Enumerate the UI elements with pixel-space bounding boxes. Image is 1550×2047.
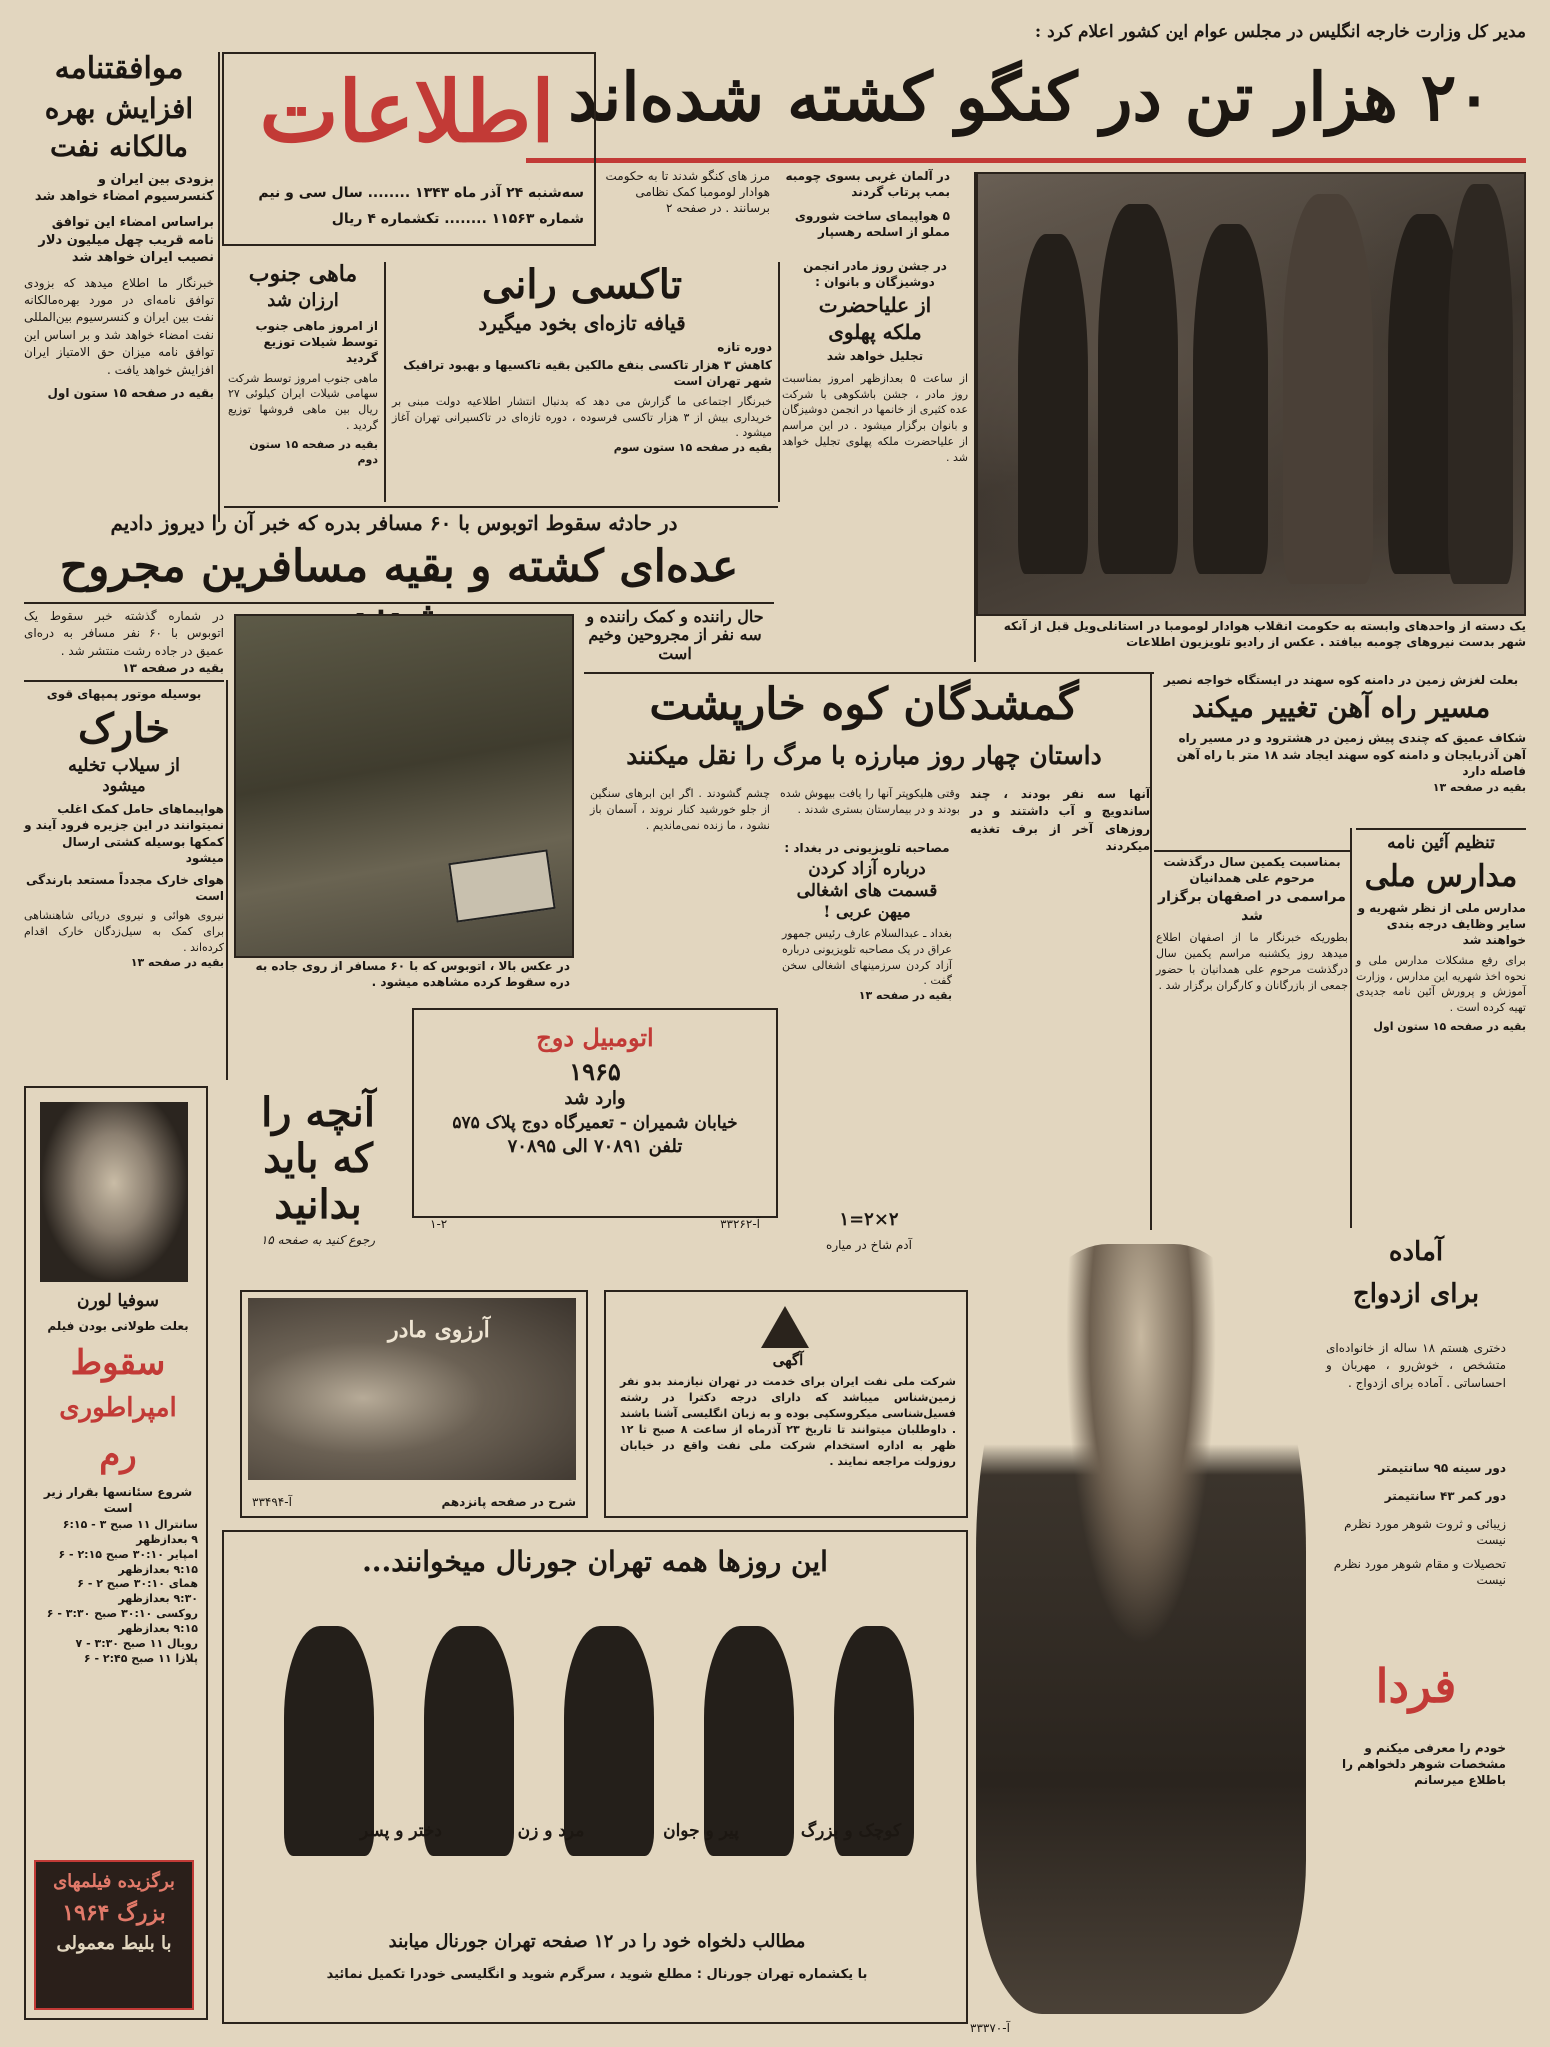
dodge-code-left: ۱-۲ <box>430 1217 448 1231</box>
wyn-line1: آنچه را <box>261 1089 375 1136</box>
soldier-figure <box>1098 204 1178 574</box>
memorial-kicker: بمناسبت یکمین سال درگذشت مرحوم علی همدانیان <box>1163 855 1341 886</box>
fish-cont: بقیه در صفحه ۱۵ ستون دوم <box>249 438 378 467</box>
masthead <box>222 52 596 246</box>
bus-left-cont: بقیه در صفحه ۱۳ <box>122 661 224 675</box>
rule-fish <box>384 262 386 502</box>
memorial-head: مراسمی در اصفهان برگزار شد <box>1158 889 1346 925</box>
rule-photo-left <box>974 172 976 662</box>
rule-bus-top <box>224 506 778 508</box>
kharposht-head: گمشدگان کوه خارپشت <box>649 679 1079 730</box>
journal-ad <box>222 1530 968 2024</box>
oil-sub: بزودی بین ایران و کنسرسیوم امضاء خواهد شد <box>34 171 214 205</box>
marriage-ad <box>966 1230 1526 2030</box>
photo-caption: یک دسته از واحدهای وابسته به حکومت انقلاب هوادار لومومبا در استانلی‌ویل قبل از آنکه شهر بدست نیروهای چومبه بیافتد . عکس از رادیو تلویزیون اطلاعات <box>1003 619 1526 650</box>
journal-footer1: مطالب دلخواه خود را در ۱۲ صفحه تهران جورنال میابند <box>388 1931 806 1952</box>
dodge-code-right: آ-۳۳۲۶۲ <box>720 1217 760 1231</box>
taxi-cont: بقیه در صفحه ۱۵ ستون سوم <box>613 441 772 455</box>
rule-kharg-top <box>24 680 224 682</box>
memorial-story <box>1156 854 1348 1224</box>
tv-head1: درباره آزاد کردن <box>808 859 926 880</box>
rule-taxi <box>778 262 780 502</box>
bus-left-text: در شماره گذشته خبر سقوط یک اتوبوس با ۶۰ نفر مسافر به دره‌ای عمیق در جاده رشت منتشر شد . <box>24 609 224 658</box>
fish-bullet: از امروز ماهی جنوب توسط شیلات توزیع گردید <box>255 318 378 366</box>
queen-body: از ساعت ۵ بعدازظهر امروز بمناسبت روز مادر ، جشن باشکوهی با شرکت عده کثیری از خانمها در انجمن دوشیزگان و بانوان برگزار میشود . در این مراسم از علیاحضرت ملکه پهلوی تجلیل خواهد شد . <box>782 371 969 465</box>
schedule-line: سانترال ۱۱ صبح ۳ - ۶:۱۵ <box>62 1518 198 1531</box>
kharg-body: نیروی هوائی و نیروی دریائی شاهنشاهی برای کمک به سیل‌زدگان خارک اقدام کرده‌اند . <box>24 909 224 955</box>
schedule-line: همای ۳۰:۱۰ صبح ۲ - ۶ <box>77 1577 198 1591</box>
badge-line3: با بلیط معمولی <box>56 1932 172 1954</box>
badge-line2: بزرگ ۱۹۶۴ <box>62 1899 166 1926</box>
kharg-sub2: میشود <box>102 775 146 795</box>
taxi-story <box>392 262 772 502</box>
sophia-title3: رم <box>99 1435 137 1475</box>
soldier-figure <box>1448 184 1513 584</box>
marriage-spec4: تحصیلات و مقام شوهر مورد نظرم نیست <box>1333 1557 1506 1588</box>
tv-head3: میهن عربی ! <box>823 902 911 922</box>
marriage-spec1: دور سینه ۹۵ سانتیمتر <box>1378 1461 1506 1475</box>
schools-cont: بقیه در صفحه ۱۵ ستون اول <box>1373 1020 1526 1034</box>
sophia-ad <box>24 1086 208 2020</box>
oil-body: خبرنگار ما اطلاع میدهد که بزودی توافق نامه‌ای در مورد بهره‌مالکانه نفت بین ایران و کنسرسیوم بین‌المللی نفت امضاء خواهد شد و بر اساس این توافق نامه میزان حق الامتیاز ایران افزایش خواهد یافت . <box>24 275 214 377</box>
kharposht-col3: آنها سه نفر بودند ، چند ساندویچ و آب داشتند و در روزهای آخر از برف تغذیه میکردند <box>970 787 1150 854</box>
congo-bullets <box>600 168 950 258</box>
dodge-year: ۱۹۶۵ <box>569 1056 621 1086</box>
rule-kharposht-top <box>584 672 1154 674</box>
railway-cont: بقیه در صفحه ۱۳ <box>1432 780 1526 794</box>
masthead-date: سه‌شنبه ۲۴ آذر ماه ۱۳۴۳ ........ سال سی و نیم <box>258 185 584 201</box>
bus-kicker: در حادثه سقوط اتوبوس با ۶۰ مسافر بدره که خبر آن را دیروز دادیم <box>110 511 678 535</box>
taxi-body: خبرنگار اجتماعی ما گزارش می دهد که بدنبال انتشار اطلاعیه دولت مبنی بر خریداری بیش از ۳ هزار تاکسی فرسوده ، دوره تازه‌ای در تاکسیرانی تهران آغاز میشود . <box>392 394 772 440</box>
tv-body: بغداد ـ عبدالسلام عارف رئیس جمهور عراق در یک مصاحبه تلویزیونی درباره آزاد کردن سرزمینهای اشغالی سخن گفت . <box>782 926 952 988</box>
rule-schools <box>1350 828 1352 1228</box>
wyn-line2: که باید <box>263 1135 373 1182</box>
bus-photo <box>234 614 574 958</box>
memorial-body: بطوریکه خبرنگار ما از اصفهان اطلاع میدهد روز یکشنبه مراسم یکمین سال درگذشت مرحوم علی همدانیان با حضور جمعی از بازرگانان و کارگران برگزار شد . <box>1156 931 1348 992</box>
tv-kicker: مصاحبه تلویزیونی در بغداد : <box>784 841 950 855</box>
marriage-spec2: دور کمر ۴۳ سانتیمتر <box>1384 1489 1506 1503</box>
oil-head3: مالکانه نفت <box>49 129 189 163</box>
headline-underline <box>526 158 1526 163</box>
tv-cont: بقیه در صفحه ۱۳ <box>858 989 952 1003</box>
congo-bullet-2: ۵ هواپیمای ساخت شوروی مملو از اسلحه رهسپار <box>794 209 950 240</box>
masthead-issue: شماره ۱۱۵۶۳ ........ تکشماره ۴ ریال <box>331 211 584 227</box>
schools-kicker: تنظیم آئین نامه <box>1387 833 1495 853</box>
taxi-bullet-1: دوره تازه <box>717 340 772 354</box>
rule-left-col <box>218 52 220 522</box>
schedule-line: رویال ۱۱ صبح ۳:۳۰ - ۷ <box>75 1636 198 1650</box>
cartoon <box>784 1210 954 1270</box>
oil-head2: افزایش بهره <box>44 91 194 125</box>
oil-cont: بقیه در صفحه ۱۵ ستون اول <box>47 385 214 400</box>
queen-head0: در جشن روز مادر انجمن دوشیزگان و بانوان : <box>803 259 947 290</box>
journal-label-1: کوچک و بزرگ <box>800 1821 902 1841</box>
soldier-figure <box>1283 194 1373 584</box>
oil-story <box>24 52 214 522</box>
queen-head2: ملکه پهلوی <box>828 320 922 345</box>
wyn-ref: رجوع کنید به صفحه ۱۵ <box>260 1233 376 1247</box>
film-caption: شرح در صفحه پانزدهم <box>441 1494 576 1509</box>
kharposht-col1: چشم گشودند . اگر این ابرهای سنگین از جلو خورشید کنار نروند ، آسمان باز نشود ، ما زنده نمی‌ماندیم . <box>590 787 770 832</box>
queen-story <box>782 258 968 668</box>
rule-memorial-top <box>1154 850 1350 852</box>
marriage-body: دختری هستم ۱۸ ساله از خانواده‌ای متشخص ، خوش‌رو ، مهربان و احساساتی . آماده برای ازدواج . <box>1326 1341 1506 1390</box>
fish-body: ماهی جنوب امروز توسط شرکت سهامی شیلات ایران کیلوئی ۲۷ ریال بین ماهی فروشها توزیع گردید . <box>228 371 378 433</box>
sophia-title1: سقوط <box>70 1343 166 1383</box>
congo-photo <box>976 172 1526 616</box>
congo-bullet-3: مرز های کنگو شدند تا به حکومت هوادار لومومبا کمک نظامی برسانند . در صفحه ۲ <box>605 169 770 216</box>
schedule-line: امپایر ۳۰:۱۰ صبح ۲:۱۵ - ۶ <box>58 1547 198 1561</box>
film-code: آ-۳۳۴۹۴ <box>252 1494 292 1509</box>
woman-figure <box>976 1244 1306 2014</box>
tv-interview <box>782 840 952 1220</box>
oil-ad <box>604 1290 968 1518</box>
kharposht-col2: وقتی هلیکوپتر آنها را یافت بیهوش شده بودند و در بیمارستان بستری شدند . <box>780 787 960 816</box>
schedule-line: پلازا ۱۱ صبح ۲:۴۵ - ۶ <box>83 1651 198 1665</box>
queen-head1: از علیاحضرت <box>818 293 932 318</box>
sophia-note: بعلت طولانی بودن فیلم <box>47 1319 189 1333</box>
journal-label-2: پیر و جوان <box>663 1821 739 1841</box>
bus-headline: عده‌ای کشته و بقیه مسافرین مجروح <box>59 541 739 592</box>
schedule-line: ۹ بعدازظهر <box>136 1532 198 1546</box>
schools-body: برای رفع مشکلات مدارس ملی و نحوه اخذ شهریه این مدارس ، وزارت آموزش و پرورش آئین نامه جدیدی تهیه کرده است . <box>1356 953 1526 1015</box>
bus-photo-caption: در عکس بالا ، اتوبوس که با ۶۰ مسافر از روی جاده به دره سقوط کرده مشاهده میشود . <box>255 959 570 990</box>
oil-bullet: براساس امضاء این توافق نامه قریب چهل میلیون دلار نصیب ایران خواهد شد <box>38 214 214 266</box>
fish-story <box>228 262 378 502</box>
bus-shape <box>448 849 555 922</box>
railway-story <box>1156 672 1526 822</box>
queen-head3: تجلیل خواهد شد <box>826 349 924 364</box>
sophia-schedule-intro: شروع سئانسها بقرار زیر است <box>43 1485 193 1516</box>
soldier-figure <box>1193 224 1268 574</box>
journal-headline: این روزها همه تهران جورنال میخوانند... <box>362 1545 828 1578</box>
cartoon-eq: ۲×۲=۱ <box>839 1209 899 1230</box>
bus-right-text: حال راننده و کمک راننده و سه نفر از مجروحین وخیم است <box>586 607 764 663</box>
journal-label-4: دختر و پسر <box>360 1821 442 1841</box>
top-strip: مدیر کل وزارت خارجه انگلیس در مجلس عوام این کشور اعلام کرد : <box>1034 22 1526 42</box>
sophia-title2: امپراطوری <box>59 1393 177 1423</box>
fish-head2: ارزان شد <box>267 290 339 312</box>
soldier-figure <box>1018 234 1088 574</box>
schedule-line: ۹:۱۵ بعدازظهر <box>118 1562 198 1576</box>
journal-code: آ-۳۳۳۷۰ <box>970 2021 1010 2035</box>
rule-kharg <box>226 680 228 1080</box>
dodge-ad <box>412 1008 778 1218</box>
marriage-title2: برای ازدواج <box>1352 1279 1480 1309</box>
schedule-line: ۹:۱۵ بعدازظهر <box>118 1621 198 1635</box>
rule-schools-top <box>1356 828 1526 830</box>
sophia-schedule <box>38 1518 198 1666</box>
schedule-line: روکسی ۳۰:۱۰ صبح ۳:۳۰ - ۶ <box>46 1607 198 1621</box>
kharg-head: خارک <box>77 705 171 753</box>
tv-head2: قسمت های اشغالی <box>796 880 938 901</box>
schools-story <box>1356 834 1526 1204</box>
sophia-portrait <box>40 1102 188 1282</box>
taxi-bullet-2: کاهش ۳ هزار تاکسی بنفع مالکین بقیه تاکسیها و بهبود ترافیک شهر تهران است <box>403 358 772 389</box>
congo-bullet-1: در آلمان غربی بسوی چومبه بمب پرتاب گردند <box>785 169 950 200</box>
film-title: آرزوی مادر <box>388 1317 490 1343</box>
kharg-kicker: بوسیله موتور پمپهای قوی <box>46 687 202 701</box>
kharposht-sub: داستان چهار روز مبارزه با مرگ را نقل میکنند <box>626 741 1102 770</box>
taxi-sub: قیافه تازه‌ای بخود میگیرد <box>478 311 686 335</box>
kharg-story <box>24 686 224 1076</box>
journal-label-3: مرد و زن <box>517 1821 585 1841</box>
railway-head: مسیر راه آهن تغییر میکند <box>1191 691 1491 725</box>
taxi-head: تاکسی رانی <box>481 261 683 308</box>
oil-ad-label: آگهی <box>772 1351 804 1369</box>
sophia-badge <box>34 1860 194 2010</box>
fish-head1: ماهی جنوب <box>248 261 358 287</box>
cartoon-caption: آدم شاخ در میاره <box>826 1237 912 1252</box>
badge-line1: برگزیده فیلمهای <box>53 1871 175 1892</box>
railway-bullet: شکاف عمیق که چندی پیش زمین در هشترود و در مسیر راه آهن آذربایجان و دامنه کوه سهند ایجاد شد ۱۸ متر با راه آهن فاصله دارد <box>1176 731 1526 778</box>
rule-railway <box>1150 672 1152 1230</box>
journal-footer2: با یکشماره تهران جورنال : مطلع شوید ، سرگرم شوید و انگلیسی خودرا تکمیل نمائید <box>326 1967 868 1982</box>
dodge-line3: تلفن ۷۰۸۹۱ الی ۷۰۸۹۵ <box>507 1136 683 1158</box>
railway-kicker: بعلت لغزش زمین در دامنه کوه سهند در ایستگاه خواجه نصیر <box>1163 673 1519 687</box>
kharg-bullet-2: هوای خارک مجدداً مستعد بارندگی است <box>25 873 224 904</box>
film-ad <box>240 1290 588 1518</box>
dodge-line2: خیابان شمیران - تعمیرگاه دوج پلاک ۵۷۵ <box>452 1112 738 1133</box>
masthead-title: اطلاعات <box>259 62 555 161</box>
schools-sub: مدارس ملی از نظر شهریه و سایر وظایف درجه بندی خواهند شد <box>1357 901 1526 948</box>
oil-ad-body: شرکت ملی نفت ایران برای خدمت در تهران نیازمند بدو نفر زمین‌شناس میباشد که دارای درجه دکترا در رشته فسیل‌شناسی میکروسکپی بوده و به زبان انگلیسی آشنا باشند . داوطلبان میتوانند تا تاریخ ۲۳ آذرماه از ساعت ۸ صبح تا ۱۲ ظهر به اداره استخدام شرکت ملی نفت واقع در خیابان روزولت مراجعه نمایند . <box>620 1375 956 1468</box>
schools-head: مدارس ملی <box>1364 858 1518 894</box>
dodge-line1: وارد شد <box>564 1088 626 1110</box>
kharg-sub1: از سیلاب تخلیه <box>67 755 181 777</box>
nioc-logo-icon <box>761 1306 809 1348</box>
marriage-spec3: زیبائی و ثروت شوهر مورد نظرم نیست <box>1344 1517 1506 1548</box>
kharg-bullet-1: هواپیماهای حامل کمک اغلب نمیتوانند در این جزیره فرود آیند و کمکها بوسیله کشتی ارسال میشود <box>24 802 224 865</box>
what-you-need <box>228 1090 408 1270</box>
schedule-line: ۹:۳۰ بعدازظهر <box>118 1592 198 1606</box>
marriage-footer: خودم را معرفی میکنم و مشخصات شوهر دلخواهم را باطلاع میرسانم <box>1341 1741 1506 1788</box>
main-headline: ۲۰ هزار تن در کنگو کشته شده‌اند <box>568 58 1492 136</box>
sophia-name: سوفیا لورن <box>76 1291 160 1311</box>
oil-head1: موافقتنامه <box>54 51 184 86</box>
kharg-cont: بقیه در صفحه ۱۳ <box>130 956 224 970</box>
marriage-title1: آماده <box>1388 1237 1444 1267</box>
film-poster <box>248 1298 576 1480</box>
wyn-line3: بدانید <box>274 1181 362 1228</box>
marriage-farda: فردا <box>1375 1659 1457 1713</box>
rule-bus-mid <box>24 602 774 604</box>
dodge-title: اتومبیل دوج <box>536 1023 654 1052</box>
